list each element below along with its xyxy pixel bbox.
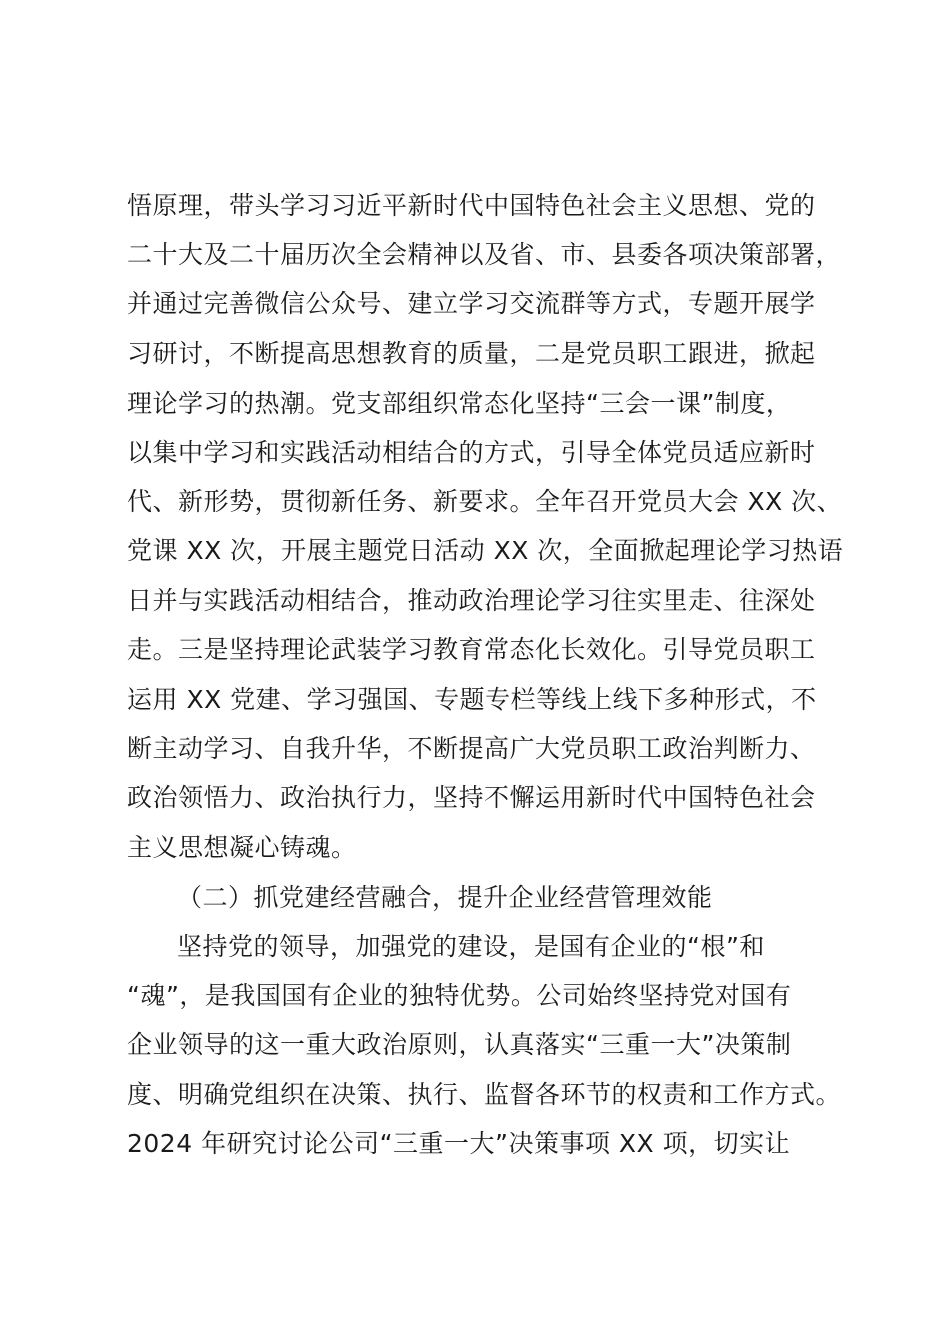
body-text-line: 主义思想凝心铸魂。 <box>127 833 357 862</box>
body-text-line: 理论学习的热潮。党支部组织常态化坚持“三会一课”制度， <box>127 389 792 418</box>
body-text-line: 以集中学习和实践活动相结合的方式，引导全体党员适应新时 <box>127 438 816 467</box>
body-text-line: 断主动学习、自我升华，不断提高广大党员职工政治判断力、 <box>127 734 816 763</box>
body-text-line: 党课 XX 次，开展主题党日活动 XX 次，全面掀起理论学习热语 <box>127 536 844 565</box>
body-text-line: 企业领导的这一重大政治原则，认真落实“三重一大”决策制 <box>127 1030 792 1059</box>
body-text-line: 运用 XX 党建、学习强国、专题专栏等线上线下多种形式，不 <box>127 685 817 714</box>
body-text-line: 度、明确党组织在决策、执行、监督各环节的权责和工作方式。 <box>127 1080 842 1109</box>
body-text-line: 二十大及二十届历次全会精神以及省、市、县委各项决策部署， <box>127 240 842 269</box>
body-text-line: 政治领悟力、政治执行力，坚持不懈运用新时代中国特色社会 <box>127 783 816 812</box>
body-text-line: 坚持党的领导，加强党的建设，是国有企业的“根”和 <box>177 932 765 961</box>
body-text-line: 2024 年研究讨论公司“三重一大”决策事项 XX 项，切实让 <box>127 1129 791 1158</box>
body-text-line: 悟原理，带头学习习近平新时代中国特色社会主义思想、党的 <box>127 191 816 220</box>
body-text-line: “魂”，是我国国有企业的独特优势。公司始终坚持党对国有 <box>127 981 792 1010</box>
body-text-line: 代、新形势，贯彻新任务、新要求。全年召开党员大会 XX 次、 <box>127 487 843 516</box>
body-text-line: 走。三是坚持理论武装学习教育常态化长效化。引导党员职工 <box>127 635 816 664</box>
section-heading: （二）抓党建经营融合，提升企业经营管理效能 <box>177 883 713 912</box>
body-text-line: 日并与实践活动相结合，推动政治理论学习往实里走、往深处 <box>127 586 816 615</box>
body-text-line: 习研讨，不断提高思想教育的质量，二是党员职工跟进，掀起 <box>127 339 816 368</box>
body-text-line: 并通过完善微信公众号、建立学习交流群等方式，专题开展学 <box>127 289 816 318</box>
